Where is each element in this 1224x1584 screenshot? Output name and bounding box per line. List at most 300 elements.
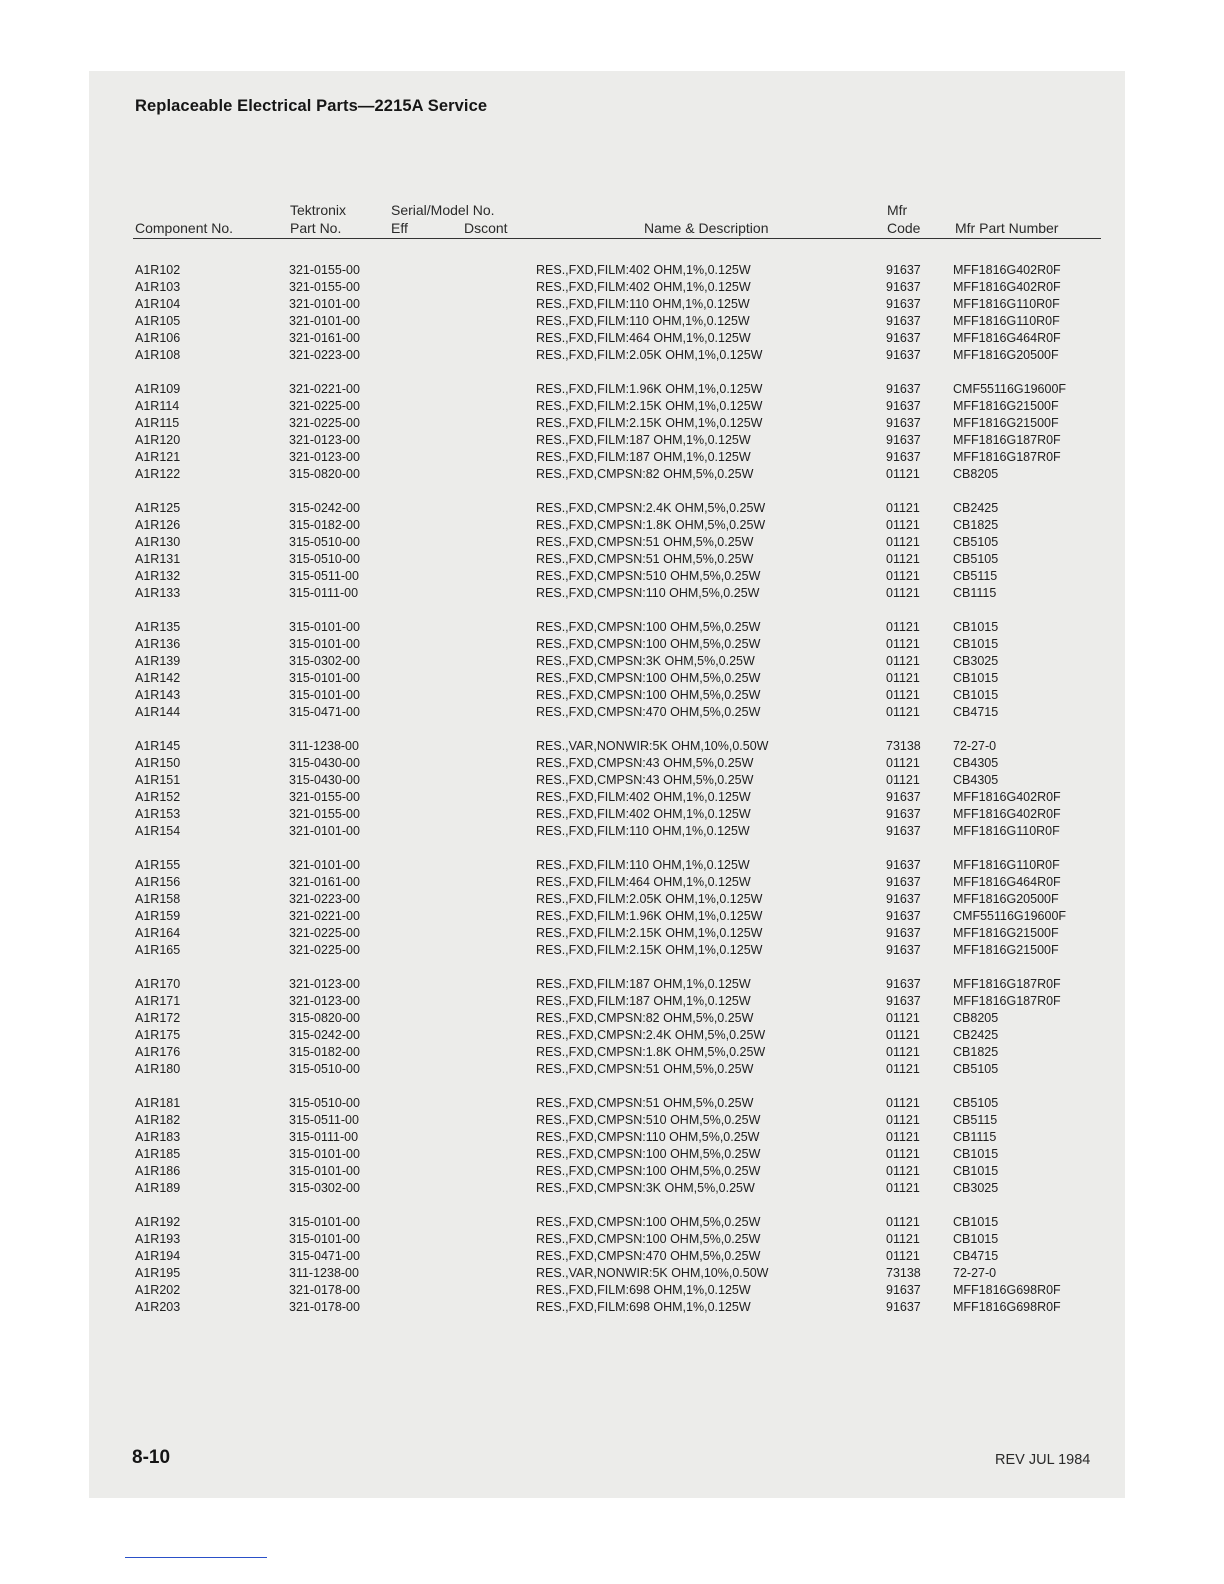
description-cell: RES.,FXD,FILM:2.05K OHM,1%,0.125W: [536, 892, 763, 906]
description-cell: RES.,FXD,FILM:402 OHM,1%,0.125W: [536, 807, 751, 821]
row-group: [0, 262, 1224, 364]
mfr-code-cell: 91637: [886, 994, 921, 1008]
table-row: [0, 789, 1224, 806]
description-cell: RES.,VAR,NONWIR:5K OHM,10%,0.50W: [536, 739, 769, 753]
table-row: [0, 1044, 1224, 1061]
table-row: [0, 1095, 1224, 1112]
mfr-part-number-cell: CB5115: [953, 569, 998, 583]
table-row: [0, 653, 1224, 670]
component-no-cell: A1R153: [135, 807, 181, 821]
table-row: [0, 466, 1224, 483]
table-row: [0, 806, 1224, 823]
description-cell: RES.,VAR,NONWIR:5K OHM,10%,0.50W: [536, 1266, 769, 1280]
part-no-cell: 321-0155-00: [289, 280, 360, 294]
description-cell: RES.,FXD,CMPSN:100 OHM,5%,0.25W: [536, 637, 761, 651]
part-no-cell: 321-0101-00: [289, 297, 360, 311]
component-no-cell: A1R192: [135, 1215, 181, 1229]
row-group: [0, 381, 1224, 483]
part-no-cell: 321-0225-00: [289, 416, 360, 430]
mfr-code-cell: 91637: [886, 348, 921, 362]
part-no-cell: 315-0510-00: [289, 552, 360, 566]
mfr-code-cell: 01121: [886, 1130, 920, 1144]
mfr-code-cell: 91637: [886, 892, 921, 906]
mfr-part-number-cell: MFF1816G187R0F: [953, 977, 1061, 991]
component-no-cell: A1R172: [135, 1011, 181, 1025]
table-row: [0, 262, 1224, 279]
table-row: [0, 347, 1224, 364]
description-cell: RES.,FXD,CMPSN:100 OHM,5%,0.25W: [536, 1147, 761, 1161]
component-no-cell: A1R164: [135, 926, 181, 940]
part-no-cell: 315-0101-00: [289, 688, 360, 702]
header-rule: [133, 238, 1101, 239]
mfr-code-cell: 91637: [886, 416, 921, 430]
description-cell: RES.,FXD,FILM:2.15K OHM,1%,0.125W: [536, 399, 763, 413]
table-row: [0, 925, 1224, 942]
component-no-cell: A1R135: [135, 620, 181, 634]
part-no-cell: 321-0123-00: [289, 450, 360, 464]
mfr-part-number-cell: CB1825: [953, 518, 999, 532]
parts-table: [0, 262, 1224, 1333]
table-row: [0, 1214, 1224, 1231]
part-no-cell: 321-0221-00: [289, 382, 360, 396]
part-no-cell: 315-0471-00: [289, 1249, 360, 1263]
mfr-code-cell: 01121: [886, 688, 920, 702]
component-no-cell: A1R185: [135, 1147, 181, 1161]
mfr-code-cell: 73138: [886, 1266, 921, 1280]
part-no-cell: 315-0511-00: [289, 569, 359, 583]
component-no-cell: A1R108: [135, 348, 181, 362]
component-no-cell: A1R194: [135, 1249, 181, 1263]
component-no-cell: A1R105: [135, 314, 181, 328]
mfr-part-number-cell: MFF1816G187R0F: [953, 994, 1061, 1008]
part-no-cell: 315-0101-00: [289, 1215, 360, 1229]
mfr-code-cell: 01121: [886, 1113, 920, 1127]
table-row: [0, 330, 1224, 347]
part-no-cell: 321-0155-00: [289, 263, 360, 277]
part-no-cell: 321-0155-00: [289, 790, 360, 804]
mfr-code-cell: 01121: [886, 552, 920, 566]
mfr-part-number-cell: CB4715: [953, 1249, 999, 1263]
description-cell: RES.,FXD,CMPSN:3K OHM,5%,0.25W: [536, 1181, 755, 1195]
row-group: [0, 619, 1224, 721]
table-row: [0, 449, 1224, 466]
description-cell: RES.,FXD,CMPSN:100 OHM,5%,0.25W: [536, 620, 761, 634]
part-no-cell: 315-0510-00: [289, 1062, 360, 1076]
mfr-part-number-cell: CMF55116G19600F: [953, 909, 1067, 923]
description-cell: RES.,FXD,CMPSN:3K OHM,5%,0.25W: [536, 654, 755, 668]
component-no-cell: A1R126: [135, 518, 181, 532]
component-no-cell: A1R176: [135, 1045, 181, 1059]
mfr-part-number-cell: MFF1816G110R0F: [953, 858, 1060, 872]
part-no-cell: 315-0302-00: [289, 654, 360, 668]
mfr-code-cell: 01121: [886, 637, 920, 651]
description-cell: RES.,FXD,FILM:2.15K OHM,1%,0.125W: [536, 926, 763, 940]
mfr-code-cell: 01121: [886, 773, 920, 787]
mfr-part-number-cell: MFF1816G187R0F: [953, 450, 1061, 464]
mfr-part-number-cell: CB2425: [953, 501, 999, 515]
component-no-cell: A1R165: [135, 943, 181, 957]
mfr-code-cell: 91637: [886, 331, 921, 345]
part-no-cell: 315-0510-00: [289, 1096, 360, 1110]
mfr-code-cell: 91637: [886, 280, 921, 294]
description-cell: RES.,FXD,FILM:402 OHM,1%,0.125W: [536, 790, 751, 804]
table-row: [0, 704, 1224, 721]
mfr-part-number-cell: CB3025: [953, 1181, 999, 1195]
part-no-cell: 321-0221-00: [289, 909, 360, 923]
component-no-cell: A1R155: [135, 858, 181, 872]
table-row: [0, 551, 1224, 568]
table-row: [0, 1282, 1224, 1299]
table-row: [0, 534, 1224, 551]
component-no-cell: A1R154: [135, 824, 181, 838]
part-no-cell: 315-0101-00: [289, 671, 360, 685]
header-serial-model-no: Serial/Model No.: [391, 202, 495, 218]
mfr-code-cell: 01121: [886, 1181, 920, 1195]
component-no-cell: A1R103: [135, 280, 181, 294]
table-row: [0, 1265, 1224, 1282]
component-no-cell: A1R175: [135, 1028, 181, 1042]
mfr-code-cell: 91637: [886, 977, 921, 991]
description-cell: RES.,FXD,FILM:1.96K OHM,1%,0.125W: [536, 382, 763, 396]
description-cell: RES.,FXD,CMPSN:510 OHM,5%,0.25W: [536, 1113, 761, 1127]
part-no-cell: 315-0101-00: [289, 1147, 360, 1161]
table-row: [0, 687, 1224, 704]
table-row: [0, 891, 1224, 908]
table-row: [0, 1248, 1224, 1265]
mfr-part-number-cell: MFF1816G464R0F: [953, 331, 1061, 345]
description-cell: RES.,FXD,CMPSN:470 OHM,5%,0.25W: [536, 1249, 761, 1263]
mfr-part-number-cell: CB8205: [953, 467, 999, 481]
description-cell: RES.,FXD,CMPSN:82 OHM,5%,0.25W: [536, 467, 754, 481]
description-cell: RES.,FXD,FILM:2.15K OHM,1%,0.125W: [536, 943, 763, 957]
component-no-cell: A1R121: [135, 450, 181, 464]
mfr-part-number-cell: CB4305: [953, 773, 999, 787]
component-no-cell: A1R145: [135, 739, 181, 753]
mfr-part-number-cell: MFF1816G402R0F: [953, 790, 1061, 804]
mfr-part-number-cell: CB1015: [953, 637, 999, 651]
mfr-code-cell: 91637: [886, 824, 921, 838]
component-no-cell: A1R139: [135, 654, 181, 668]
row-group: [0, 976, 1224, 1078]
row-group: [0, 1214, 1224, 1316]
mfr-code-cell: 01121: [886, 756, 920, 770]
mfr-code-cell: 91637: [886, 433, 921, 447]
mfr-part-number-cell: CB1825: [953, 1045, 999, 1059]
table-row: [0, 500, 1224, 517]
mfr-part-number-cell: CB1015: [953, 1215, 999, 1229]
description-cell: RES.,FXD,FILM:110 OHM,1%,0.125W: [536, 297, 750, 311]
table-row: [0, 738, 1224, 755]
table-row: [0, 1061, 1224, 1078]
table-row: [0, 1129, 1224, 1146]
description-cell: RES.,FXD,CMPSN:470 OHM,5%,0.25W: [536, 705, 761, 719]
table-row: [0, 1010, 1224, 1027]
table-row: [0, 976, 1224, 993]
description-cell: RES.,FXD,FILM:1.96K OHM,1%,0.125W: [536, 909, 763, 923]
description-cell: RES.,FXD,FILM:187 OHM,1%,0.125W: [536, 433, 751, 447]
component-no-cell: A1R203: [135, 1300, 181, 1314]
mfr-part-number-cell: CB1015: [953, 688, 999, 702]
part-no-cell: 321-0223-00: [289, 892, 360, 906]
description-cell: RES.,FXD,CMPSN:82 OHM,5%,0.25W: [536, 1011, 754, 1025]
mfr-part-number-cell: 72-27-0: [953, 1266, 997, 1280]
mfr-part-number-cell: CB5105: [953, 1062, 999, 1076]
table-row: [0, 874, 1224, 891]
table-row: [0, 755, 1224, 772]
part-no-cell: 315-0302-00: [289, 1181, 360, 1195]
description-cell: RES.,FXD,FILM:110 OHM,1%,0.125W: [536, 858, 750, 872]
table-row: [0, 993, 1224, 1010]
description-cell: RES.,FXD,CMPSN:110 OHM,5%,0.25W: [536, 1130, 760, 1144]
component-no-cell: A1R125: [135, 501, 181, 515]
component-no-cell: A1R156: [135, 875, 181, 889]
part-no-cell: 315-0242-00: [289, 1028, 360, 1042]
component-no-cell: A1R159: [135, 909, 181, 923]
row-group: [0, 738, 1224, 840]
mfr-part-number-cell: CMF55116G19600F: [953, 382, 1067, 396]
part-no-cell: 321-0225-00: [289, 399, 360, 413]
mfr-code-cell: 91637: [886, 875, 921, 889]
part-no-cell: 315-0511-00: [289, 1113, 359, 1127]
description-cell: RES.,FXD,FILM:110 OHM,1%,0.125W: [536, 314, 750, 328]
mfr-code-cell: 91637: [886, 943, 921, 957]
description-cell: RES.,FXD,CMPSN:110 OHM,5%,0.25W: [536, 586, 760, 600]
mfr-code-cell: 01121: [886, 1045, 920, 1059]
description-cell: RES.,FXD,CMPSN:1.8K OHM,5%,0.25W: [536, 1045, 766, 1059]
table-row: [0, 857, 1224, 874]
part-no-cell: 315-0101-00: [289, 1164, 360, 1178]
mfr-part-number-cell: CB1015: [953, 1147, 999, 1161]
description-cell: RES.,FXD,CMPSN:510 OHM,5%,0.25W: [536, 569, 761, 583]
component-no-cell: A1R151: [135, 773, 181, 787]
mfr-code-cell: 01121: [886, 1232, 920, 1246]
mfr-part-number-cell: MFF1816G402R0F: [953, 280, 1061, 294]
component-no-cell: A1R186: [135, 1164, 181, 1178]
mfr-part-number-cell: MFF1816G110R0F: [953, 824, 1060, 838]
header-mfr-part-number: Mfr Part Number: [955, 220, 1059, 236]
part-no-cell: 321-0225-00: [289, 926, 360, 940]
row-group: [0, 500, 1224, 602]
mfr-code-cell: 91637: [886, 790, 921, 804]
mfr-code-cell: 01121: [886, 1062, 920, 1076]
mfr-code-cell: 91637: [886, 858, 921, 872]
part-no-cell: 321-0123-00: [289, 977, 360, 991]
part-no-cell: 315-0101-00: [289, 1232, 360, 1246]
component-no-cell: A1R133: [135, 586, 181, 600]
mfr-code-cell: 91637: [886, 909, 921, 923]
description-cell: RES.,FXD,CMPSN:100 OHM,5%,0.25W: [536, 1164, 761, 1178]
mfr-code-cell: 01121: [886, 1096, 920, 1110]
component-no-cell: A1R181: [135, 1096, 181, 1110]
mfr-part-number-cell: MFF1816G21500F: [953, 416, 1059, 430]
row-group: [0, 857, 1224, 959]
part-no-cell: 321-0178-00: [289, 1300, 360, 1314]
revision-date: REV JUL 1984: [995, 1452, 1091, 1468]
table-row: [0, 619, 1224, 636]
table-row: [0, 517, 1224, 534]
header-tektronix: Tektronix: [290, 202, 347, 218]
mfr-code-cell: 91637: [886, 399, 921, 413]
mfr-code-cell: 01121: [886, 705, 920, 719]
component-no-cell: A1R143: [135, 688, 181, 702]
underline-link: [125, 1557, 267, 1558]
mfr-code-cell: 01121: [886, 467, 920, 481]
mfr-code-cell: 01121: [886, 654, 920, 668]
part-no-cell: 315-0820-00: [289, 467, 360, 481]
component-no-cell: A1R114: [135, 399, 180, 413]
page-title: Replaceable Electrical Parts—2215A Service: [135, 97, 488, 115]
part-no-cell: 321-0123-00: [289, 433, 360, 447]
mfr-code-cell: 01121: [886, 1028, 920, 1042]
part-no-cell: 321-0101-00: [289, 314, 360, 328]
mfr-code-cell: 91637: [886, 314, 921, 328]
part-no-cell: 315-0111-00: [289, 586, 359, 600]
page-number: 8-10: [132, 1447, 171, 1468]
description-cell: RES.,FXD,FILM:698 OHM,1%,0.125W: [536, 1300, 751, 1314]
table-row: [0, 1146, 1224, 1163]
part-no-cell: 321-0161-00: [289, 331, 360, 345]
mfr-part-number-cell: MFF1816G698R0F: [953, 1283, 1061, 1297]
part-no-cell: 321-0101-00: [289, 858, 360, 872]
component-no-cell: A1R193: [135, 1232, 181, 1246]
table-row: [0, 296, 1224, 313]
table-row: [0, 823, 1224, 840]
mfr-part-number-cell: MFF1816G187R0F: [953, 433, 1061, 447]
part-no-cell: 311-1238-00: [289, 1266, 359, 1280]
part-no-cell: 315-0430-00: [289, 756, 360, 770]
mfr-code-cell: 91637: [886, 263, 921, 277]
mfr-code-cell: 91637: [886, 807, 921, 821]
component-no-cell: A1R152: [135, 790, 181, 804]
table-row: [0, 381, 1224, 398]
mfr-part-number-cell: MFF1816G110R0F: [953, 314, 1060, 328]
row-group: [0, 1095, 1224, 1197]
table-row: [0, 908, 1224, 925]
component-no-cell: A1R202: [135, 1283, 181, 1297]
description-cell: RES.,FXD,CMPSN:2.4K OHM,5%,0.25W: [536, 501, 766, 515]
component-no-cell: A1R109: [135, 382, 181, 396]
mfr-part-number-cell: CB4715: [953, 705, 999, 719]
table-row: [0, 279, 1224, 296]
mfr-code-cell: 01121: [886, 1147, 920, 1161]
mfr-part-number-cell: CB1015: [953, 620, 999, 634]
mfr-part-number-cell: 72-27-0: [953, 739, 997, 753]
table-row: [0, 568, 1224, 585]
mfr-part-number-cell: MFF1816G20500F: [953, 348, 1059, 362]
mfr-part-number-cell: MFF1816G21500F: [953, 399, 1059, 413]
description-cell: RES.,FXD,FILM:110 OHM,1%,0.125W: [536, 824, 750, 838]
component-no-cell: A1R182: [135, 1113, 181, 1127]
component-no-cell: A1R136: [135, 637, 181, 651]
part-no-cell: 321-0161-00: [289, 875, 360, 889]
description-cell: RES.,FXD,CMPSN:51 OHM,5%,0.25W: [536, 535, 754, 549]
part-no-cell: 315-0430-00: [289, 773, 360, 787]
mfr-part-number-cell: MFF1816G402R0F: [953, 263, 1061, 277]
header-eff: Eff: [391, 220, 408, 236]
mfr-code-cell: 91637: [886, 382, 921, 396]
description-cell: RES.,FXD,CMPSN:51 OHM,5%,0.25W: [536, 552, 754, 566]
part-no-cell: 315-0820-00: [289, 1011, 360, 1025]
table-row: [0, 398, 1224, 415]
header-name-description: Name & Description: [644, 220, 769, 236]
description-cell: RES.,FXD,FILM:187 OHM,1%,0.125W: [536, 994, 751, 1008]
part-no-cell: 321-0225-00: [289, 943, 360, 957]
part-no-cell: 321-0123-00: [289, 994, 360, 1008]
part-no-cell: 315-0101-00: [289, 620, 360, 634]
mfr-code-cell: 91637: [886, 1300, 921, 1314]
part-no-cell: 315-0182-00: [289, 518, 360, 532]
part-no-cell: 321-0178-00: [289, 1283, 360, 1297]
table-row: [0, 636, 1224, 653]
description-cell: RES.,FXD,FILM:2.15K OHM,1%,0.125W: [536, 416, 763, 430]
header-part-no: Part No.: [290, 220, 342, 236]
part-no-cell: 315-0242-00: [289, 501, 360, 515]
part-no-cell: 315-0182-00: [289, 1045, 360, 1059]
component-no-cell: A1R106: [135, 331, 181, 345]
description-cell: RES.,FXD,CMPSN:100 OHM,5%,0.25W: [536, 688, 761, 702]
description-cell: RES.,FXD,CMPSN:100 OHM,5%,0.25W: [536, 1215, 761, 1229]
mfr-part-number-cell: MFF1816G20500F: [953, 892, 1059, 906]
description-cell: RES.,FXD,FILM:187 OHM,1%,0.125W: [536, 450, 751, 464]
description-cell: RES.,FXD,FILM:2.05K OHM,1%,0.125W: [536, 348, 763, 362]
description-cell: RES.,FXD,FILM:402 OHM,1%,0.125W: [536, 263, 751, 277]
mfr-part-number-cell: CB3025: [953, 654, 999, 668]
header-component-no: Component No.: [135, 220, 234, 236]
mfr-part-number-cell: MFF1816G21500F: [953, 926, 1059, 940]
description-cell: RES.,FXD,CMPSN:100 OHM,5%,0.25W: [536, 1232, 761, 1246]
mfr-part-number-cell: MFF1816G464R0F: [953, 875, 1061, 889]
component-no-cell: A1R158: [135, 892, 181, 906]
component-no-cell: A1R150: [135, 756, 181, 770]
description-cell: RES.,FXD,CMPSN:51 OHM,5%,0.25W: [536, 1096, 754, 1110]
description-cell: RES.,FXD,CMPSN:1.8K OHM,5%,0.25W: [536, 518, 766, 532]
component-no-cell: A1R171: [135, 994, 181, 1008]
mfr-part-number-cell: MFF1816G21500F: [953, 943, 1059, 957]
table-row: [0, 585, 1224, 602]
mfr-code-cell: 01121: [886, 671, 920, 685]
mfr-code-cell: 01121: [886, 535, 920, 549]
component-no-cell: A1R183: [135, 1130, 181, 1144]
table-row: [0, 772, 1224, 789]
part-no-cell: 315-0101-00: [289, 637, 360, 651]
mfr-code-cell: 01121: [886, 1164, 920, 1178]
component-no-cell: A1R180: [135, 1062, 181, 1076]
mfr-part-number-cell: CB1115: [953, 586, 997, 600]
mfr-part-number-cell: MFF1816G402R0F: [953, 807, 1061, 821]
mfr-code-cell: 91637: [886, 297, 921, 311]
mfr-code-cell: 01121: [886, 501, 920, 515]
component-no-cell: A1R120: [135, 433, 181, 447]
description-cell: RES.,FXD,FILM:187 OHM,1%,0.125W: [536, 977, 751, 991]
component-no-cell: A1R170: [135, 977, 181, 991]
description-cell: RES.,FXD,CMPSN:100 OHM,5%,0.25W: [536, 671, 761, 685]
mfr-part-number-cell: CB1015: [953, 1232, 999, 1246]
header-code: Code: [887, 220, 921, 236]
table-row: [0, 1231, 1224, 1248]
part-no-cell: 321-0223-00: [289, 348, 360, 362]
description-cell: RES.,FXD,CMPSN:51 OHM,5%,0.25W: [536, 1062, 754, 1076]
component-no-cell: A1R142: [135, 671, 181, 685]
description-cell: RES.,FXD,CMPSN:43 OHM,5%,0.25W: [536, 773, 754, 787]
mfr-code-cell: 01121: [886, 1249, 920, 1263]
table-row: [0, 1027, 1224, 1044]
component-no-cell: A1R195: [135, 1266, 181, 1280]
table-row: [0, 432, 1224, 449]
mfr-part-number-cell: CB5105: [953, 552, 999, 566]
component-no-cell: A1R102: [135, 263, 181, 277]
component-no-cell: A1R189: [135, 1181, 181, 1195]
table-row: [0, 1180, 1224, 1197]
